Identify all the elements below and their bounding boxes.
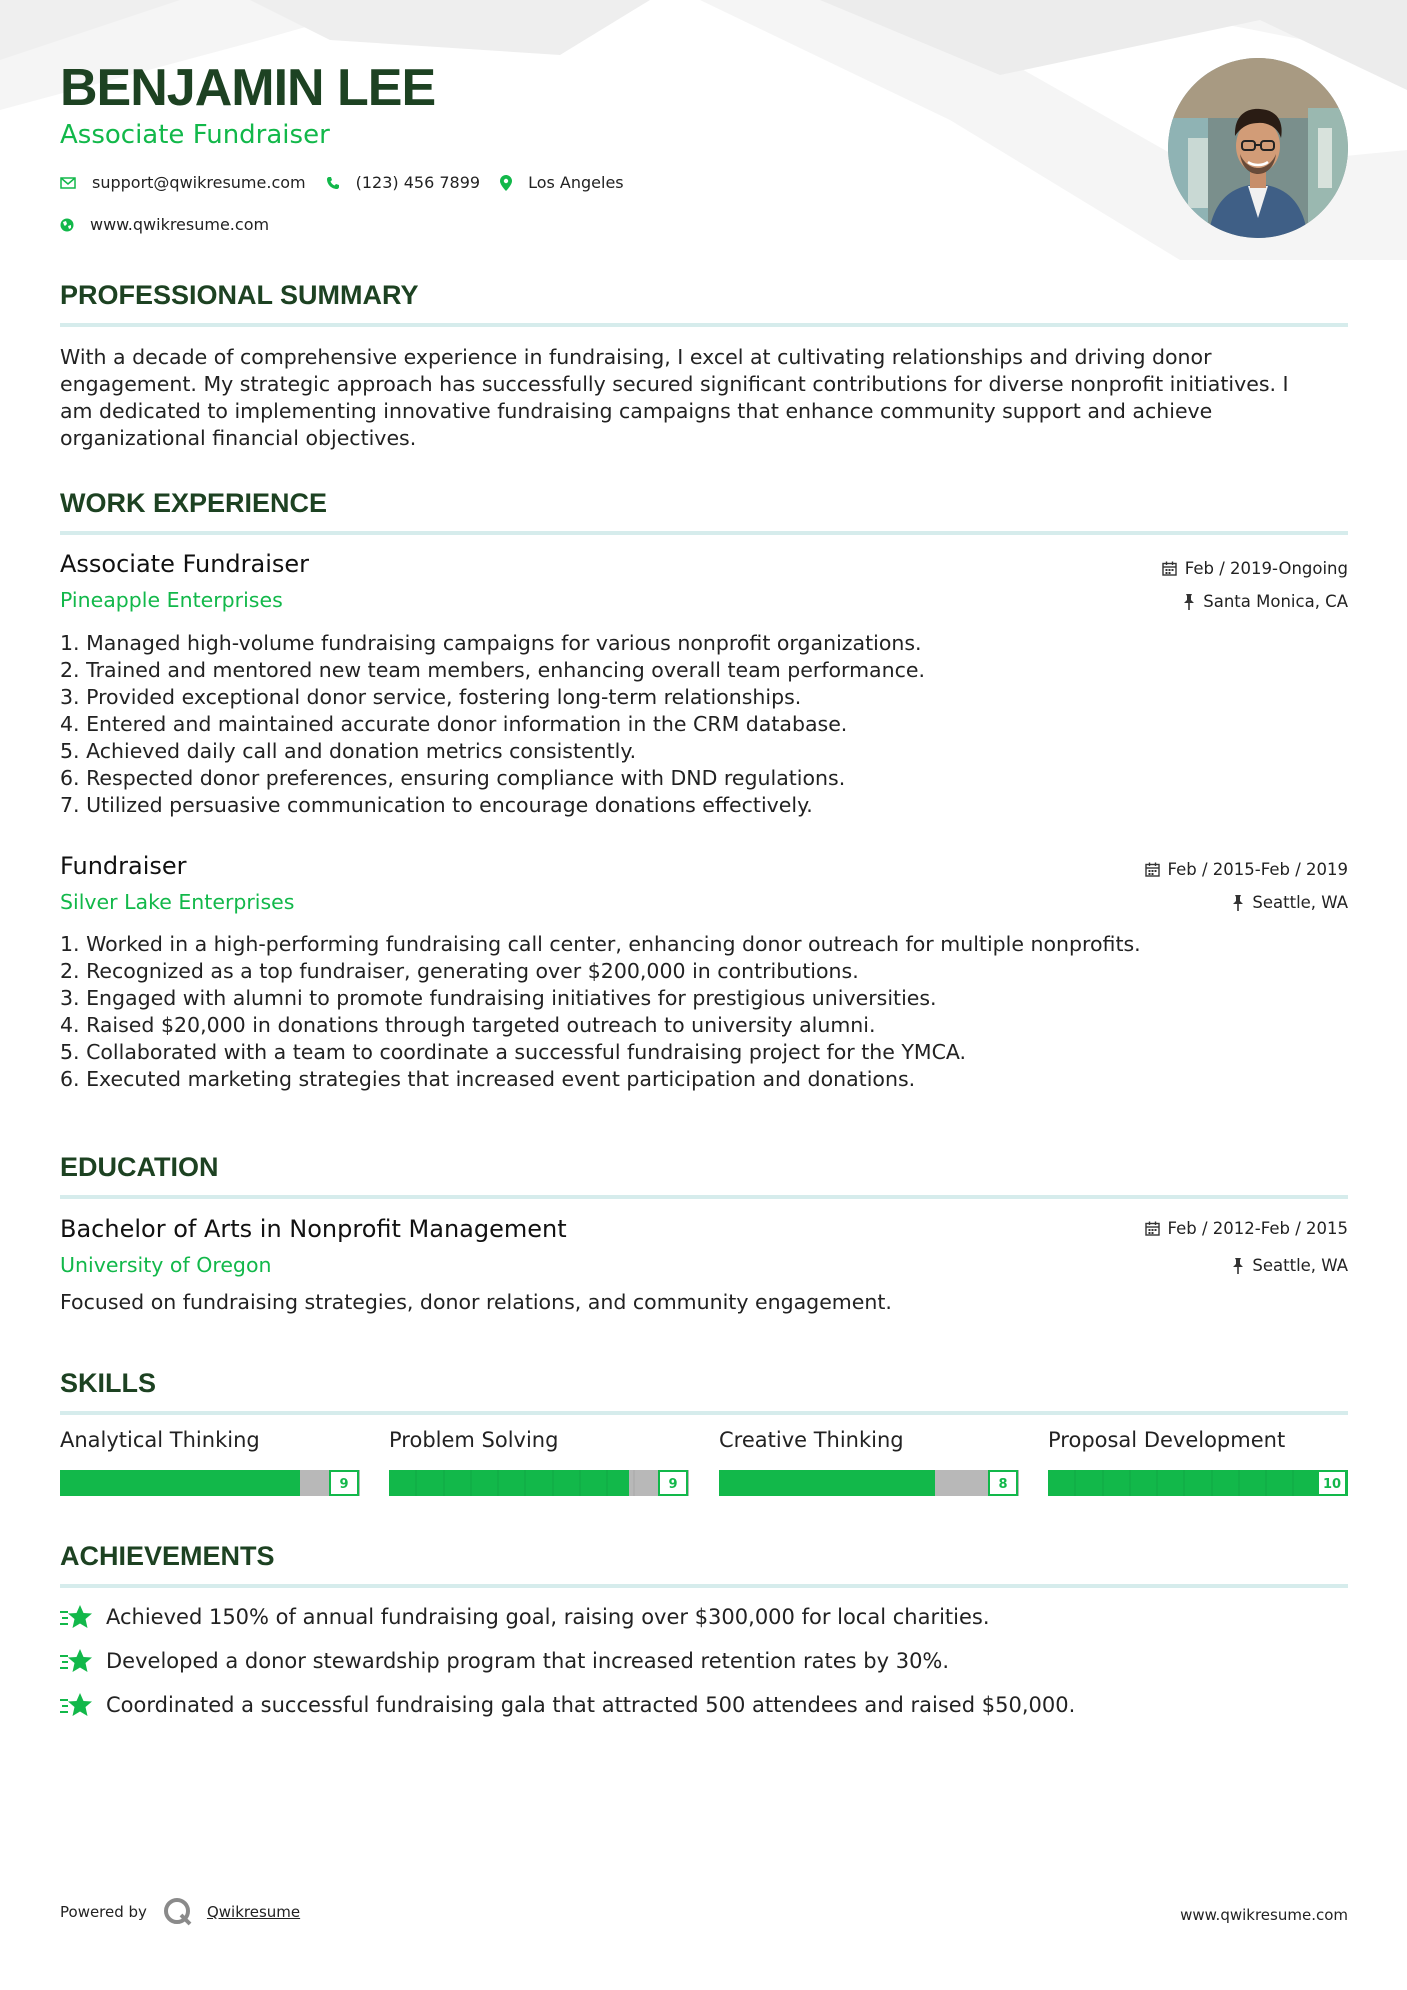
achievement-item	[60, 1604, 990, 1630]
list-item: 4. Entered and maintained accurate donor information in the CRM database.	[60, 712, 848, 736]
skill-item	[389, 1428, 689, 1498]
qwikresume-link[interactable]: Qwikresume	[206, 1903, 301, 1921]
summary-text	[60, 344, 1348, 452]
list-item: 3. Provided exceptional donor service, fostering long-term relationships.	[60, 685, 802, 709]
summary-line: With a decade of comprehensive experience in fundraising, I excel at cultivating relationships and driving donor	[60, 345, 1212, 369]
job-dates-text: Feb / 2019-Ongoing	[1184, 559, 1348, 578]
job-location-text: Santa Monica, CA	[1203, 592, 1348, 611]
skill-bar	[60, 1468, 360, 1498]
candidate-name: BENJAMIN LEE	[60, 59, 436, 117]
phone-text: (123) 456 7899	[355, 173, 481, 192]
job-company: Silver Lake Enterprises	[60, 890, 295, 914]
profile-photo	[1168, 58, 1348, 238]
calendar-icon	[1162, 561, 1177, 576]
location-text: Los Angeles	[528, 173, 624, 192]
skill-bar-fill	[60, 1470, 300, 1496]
skill-score: 10	[1322, 1477, 1342, 1492]
list-item: 3. Engaged with alumni to promote fundraising initiatives for prestigious universities.	[60, 986, 937, 1010]
list-item: 4. Raised $20,000 in donations through targeted outreach to university alumni.	[60, 1013, 876, 1037]
education-location-text: Seattle, WA	[1252, 1256, 1348, 1275]
section-heading-achievements: ACHIEVEMENTS	[60, 1541, 1348, 1588]
job-location	[1232, 893, 1348, 912]
skill-bar-fill	[1048, 1470, 1348, 1496]
list-item: 1. Managed high-volume fundraising campaigns for various nonprofit organizations.	[60, 631, 922, 655]
job-title: Fundraiser	[60, 852, 187, 880]
section-heading-education: EDUCATION	[60, 1152, 1348, 1199]
achievement-text: Developed a donor stewardship program that increased retention rates by 30%.	[106, 1649, 950, 1673]
footer-powered-by	[60, 1897, 300, 1927]
globe-icon	[60, 218, 74, 232]
skill-score: 9	[668, 1477, 678, 1492]
powered-by-label: Powered by	[60, 1903, 147, 1921]
skill-item	[1048, 1428, 1348, 1498]
education-school: University of Oregon	[60, 1253, 272, 1277]
skill-name: Proposal Development	[1048, 1428, 1286, 1452]
calendar-icon	[1145, 1221, 1160, 1236]
candidate-title: Associate Fundraiser	[60, 120, 330, 150]
website-row	[60, 215, 289, 234]
summary-line: engagement. My strategic approach has successfully secured significant contributions for diverse nonprofit initiatives. I	[60, 372, 1289, 396]
qwikresume-logo	[163, 1897, 193, 1927]
achievement-item	[60, 1648, 949, 1674]
website-text: www.qwikresume.com	[90, 215, 270, 234]
education-dates-text: Feb / 2012-Feb / 2015	[1167, 1219, 1348, 1238]
section-heading-summary: PROFESSIONAL SUMMARY	[60, 280, 1348, 327]
section-heading-experience: WORK EXPERIENCE	[60, 488, 1348, 535]
achievement-item	[60, 1692, 1075, 1718]
summary-line: organizational financial objectives.	[60, 426, 417, 450]
education-degree: Bachelor of Arts in Nonprofit Management	[60, 1215, 567, 1243]
list-item: 1. Worked in a high-performing fundraising call center, enhancing donor outreach for multiple nonprofits.	[60, 932, 1141, 956]
list-item: 2. Trained and mentored new team members, enhancing overall team performance.	[60, 658, 925, 682]
pushpin-icon	[1232, 1258, 1244, 1274]
job-title: Associate Fundraiser	[60, 550, 310, 578]
skill-score: 9	[339, 1477, 349, 1492]
list-item: 2. Recognized as a top fundraiser, generating over $200,000 in contributions.	[60, 959, 859, 983]
contact-phone[interactable]	[326, 173, 480, 192]
phone-icon	[326, 176, 340, 190]
job-dates	[1162, 559, 1348, 578]
pushpin-icon	[1232, 895, 1244, 911]
list-item: 6. Executed marketing strategies that increased event participation and donations.	[60, 1067, 916, 1091]
job-company: Pineapple Enterprises	[60, 588, 283, 612]
achievement-text: Achieved 150% of annual fundraising goal, raising over $300,000 for local charities.	[106, 1605, 990, 1629]
job-dates	[1145, 860, 1348, 879]
star-icon	[60, 1648, 92, 1674]
achievement-text: Coordinated a successful fundraising gala that attracted 500 attendees and raised $50,000.	[106, 1693, 1076, 1717]
envelope-icon	[60, 177, 76, 189]
contact-website[interactable]	[60, 215, 269, 234]
summary-line: am dedicated to implementing innovative fundraising campaigns that enhance community support and achieve	[60, 399, 1213, 423]
skill-item	[60, 1428, 360, 1498]
calendar-icon	[1145, 862, 1160, 877]
job-location-text: Seattle, WA	[1252, 893, 1348, 912]
skill-bar	[1048, 1468, 1348, 1498]
list-item: 5. Achieved daily call and donation metrics consistently.	[60, 739, 637, 763]
skill-item	[719, 1428, 1019, 1498]
skill-bar	[389, 1468, 689, 1498]
job-location	[1183, 592, 1348, 611]
map-pin-icon	[500, 175, 512, 191]
skill-name: Creative Thinking	[719, 1428, 904, 1452]
star-icon	[60, 1692, 92, 1718]
skill-name: Analytical Thinking	[60, 1428, 260, 1452]
skill-score: 8	[998, 1477, 1008, 1492]
contact-location	[500, 173, 624, 192]
education-location	[1232, 1256, 1348, 1275]
skill-bar	[719, 1468, 1019, 1498]
skill-bar-fill	[389, 1470, 629, 1496]
job-dates-text: Feb / 2015-Feb / 2019	[1167, 860, 1348, 879]
footer-website-link[interactable]: www.qwikresume.com	[1180, 1906, 1348, 1924]
job-bullets	[60, 931, 1141, 1093]
skill-bar-fill	[719, 1470, 935, 1496]
email-text: support@qwikresume.com	[92, 173, 306, 192]
pushpin-icon	[1183, 594, 1195, 610]
list-item: 6. Respected donor preferences, ensuring compliance with DND regulations.	[60, 766, 846, 790]
star-icon	[60, 1604, 92, 1630]
education-description: Focused on fundraising strategies, donor relations, and community engagement.	[60, 1290, 892, 1314]
job-bullets	[60, 630, 925, 819]
education-dates	[1145, 1219, 1348, 1238]
contact-email[interactable]	[60, 173, 306, 192]
list-item: 5. Collaborated with a team to coordinate a successful fundraising project for the YMCA.	[60, 1040, 967, 1064]
contact-row	[60, 173, 644, 192]
skill-name: Problem Solving	[389, 1428, 559, 1452]
list-item: 7. Utilized persuasive communication to encourage donations effectively.	[60, 793, 813, 817]
section-heading-skills: SKILLS	[60, 1368, 1348, 1415]
